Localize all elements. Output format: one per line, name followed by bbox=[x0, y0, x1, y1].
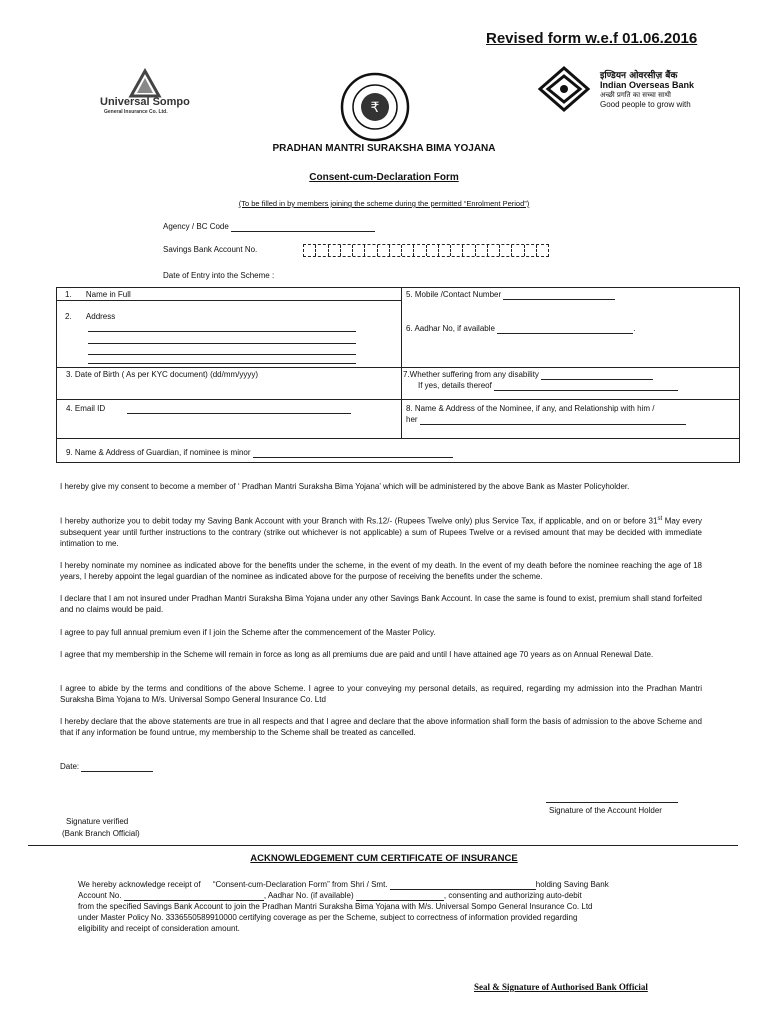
declaration-membership-duration: I agree that my membership in the Scheme will remain in force as long as all premiums due are paid and until I have attained age 70 years as on Annual Renewal Date. bbox=[60, 650, 654, 659]
ack-divider bbox=[28, 845, 738, 846]
iob-hindi-tagline: अच्छी प्रगति का सच्चा साथी bbox=[600, 91, 671, 99]
declaration-nomination: I hereby nominate my nominee as indicated above for the benefits under the scheme, in the event of my death. In the event of my death before the nominee reaching the age of 18 years, I hereby appoint the legal guardian of the nominee as indicated above for the purpose of receiving the benefits under the scheme. bbox=[60, 561, 702, 581]
declaration-debit-authorization: I hereby authorize you to debit today my Saving Bank Account with your Branch with Rs.12/- (Rupees Twelve only) plus Service Tax, if applicable, and on or before 31st May every subsequent year until further instructions to the contrary (strike out whichever is not applicable) a sum of Rupees Twelve or a revised amount that may be decided with immediate intimation to me. bbox=[60, 516, 702, 548]
field-2-address[interactable]: 2. Address bbox=[65, 312, 116, 321]
holder-signature-label: Signature of the Account Holder bbox=[549, 806, 662, 815]
address-label: Address bbox=[85, 312, 116, 321]
iob-tagline: Good people to grow with bbox=[600, 100, 691, 109]
declaration-annual-premium: I agree to pay full annual premium even if I join the Scheme after the commencement of the Master Policy. bbox=[60, 628, 436, 637]
bank-official-label: (Bank Branch Official) bbox=[62, 829, 140, 838]
field-4-email[interactable] bbox=[66, 403, 351, 414]
svg-text:₹: ₹ bbox=[370, 100, 380, 116]
ack-line-5: eligibility and receipt of consideration amount. bbox=[78, 924, 240, 933]
ack-name-field[interactable] bbox=[390, 880, 536, 890]
declaration-terms: I agree to abide by the terms and conditions of the above Scheme. I agree to your conveying my personal details, as required, regarding my admission into the Pradhan Mantri Suraksha Bima Yojana to M/s. Universal Sompo General Insurance Co. Ltd bbox=[60, 684, 702, 704]
date-label: Date: bbox=[60, 762, 80, 771]
aadhar-label: 6. Aadhar No, if available bbox=[406, 324, 495, 333]
iob-hindi-name: इण्डियन ओवरसीज़ बैंक bbox=[600, 71, 678, 81]
authorised-official-seal-label: Seal & Signature of Authorised Bank Official bbox=[474, 982, 648, 992]
ack-line-2: Account No. , Aadhar No. (if available) , consenting and authorizing auto-debit bbox=[78, 891, 582, 900]
disability-details[interactable]: If yes, details thereof bbox=[418, 380, 678, 391]
signature-verified-label: Signature verified bbox=[66, 817, 129, 826]
field-1-name[interactable]: 1. Name in Full bbox=[65, 290, 131, 299]
logo-left-line1: Universal Sompo bbox=[100, 96, 190, 108]
entry-date-label: Date of Entry into the Scheme : bbox=[163, 271, 275, 280]
account-number-boxes[interactable] bbox=[303, 244, 549, 257]
field-7-disability[interactable] bbox=[403, 369, 653, 380]
revised-date-header: Revised form w.e.f 01.06.2016 bbox=[486, 30, 698, 47]
field-5-mobile[interactable] bbox=[406, 289, 615, 300]
form-title: Consent-cum-Declaration Form bbox=[309, 172, 459, 183]
form-instruction: (To be filled in by members joining the scheme during the permitted “Enrolment Period”) bbox=[238, 199, 530, 208]
mobile-label: 5. Mobile /Contact Number bbox=[406, 290, 502, 299]
address-line-4[interactable] bbox=[88, 363, 356, 364]
holder-signature-line[interactable] bbox=[546, 802, 678, 803]
address-line-2[interactable] bbox=[88, 343, 356, 344]
jan-dhan-seal bbox=[340, 72, 410, 142]
agency-code-field[interactable] bbox=[163, 221, 375, 232]
nominee-relationship[interactable]: her bbox=[406, 414, 686, 425]
ack-line-4: under Master Policy No. 3336550589910000 certifying coverage as per the Scheme, subject to correctness of information provided regarding bbox=[78, 913, 578, 922]
scheme-title: PRADHAN MANTRI SURAKSHA BIMA YOJANA bbox=[272, 143, 496, 154]
field-3-dob[interactable]: 3. Date of Birth ( As per KYC document) (dd/mm/yyyy) bbox=[66, 370, 259, 379]
ack-aadhar-field[interactable] bbox=[356, 891, 444, 901]
iob-emblem-icon bbox=[538, 66, 590, 112]
declaration-no-other-insurance: I declare that I am not insured under Pradhan Mantri Suraksha Bima Yojana under any other Savings Bank Account. In case the same is found to exist, premium shall stand forfeited and no claims would be paid. bbox=[60, 594, 702, 614]
ack-line-3: from the specified Savings Bank Account to join the Pradhan Mantri Suraksha Bima Yojana with M/s. Universal Sompo General Insurance Co. Ltd bbox=[78, 902, 593, 911]
jan-dhan-seal-icon bbox=[340, 72, 410, 142]
disability-label: 7.Whether suffering from any disability bbox=[403, 370, 539, 379]
universal-sompo-logo bbox=[100, 68, 190, 118]
ack-account-field[interactable] bbox=[124, 891, 264, 901]
declaration-truthfulness: I hereby declare that the above statements are true in all respects and that I agree and declare that the above information shall form the basis of admission to the above Scheme and that if any information be found untrue, my membership to the Scheme shall be treated as cancelled. bbox=[60, 717, 702, 737]
address-line-1[interactable] bbox=[88, 331, 356, 332]
agency-code-label: Agency / BC Code bbox=[163, 222, 229, 231]
logo-left-line2: General Insurance Co. Ltd. bbox=[104, 109, 168, 115]
field-9-guardian[interactable] bbox=[66, 447, 453, 458]
ack-title: ACKNOWLEDGEMENT CUM CERTIFICATE OF INSURANCE bbox=[250, 853, 518, 864]
declaration-consent: I hereby give my consent to become a member of ‘ Pradhan Mantri Suraksha Bima Yojana’ which will be administered by the above Bank as Master Policyholder. bbox=[60, 482, 630, 491]
field-8-nominee[interactable]: 8. Name & Address of the Nominee, if any, and Relationship with him / bbox=[406, 404, 655, 413]
email-label: 4. Email ID bbox=[66, 404, 106, 413]
guardian-label: 9. Name & Address of Guardian, if nominee is minor bbox=[66, 448, 251, 457]
date-field[interactable] bbox=[60, 761, 153, 772]
address-line-3[interactable] bbox=[88, 354, 356, 355]
iob-english-name: Indian Overseas Bank bbox=[600, 80, 695, 90]
ack-line-1: We hereby acknowledge receipt of “Consent-cum-Declaration Form” from Shri / Smt. holding Saving Bank bbox=[78, 880, 609, 889]
account-number-label: Savings Bank Account No. bbox=[163, 245, 258, 254]
indian-overseas-bank-logo bbox=[538, 66, 728, 114]
field-6-aadhar[interactable]: 6. Aadhar No, if available . bbox=[406, 324, 636, 333]
name-label: Name in Full bbox=[85, 290, 131, 299]
